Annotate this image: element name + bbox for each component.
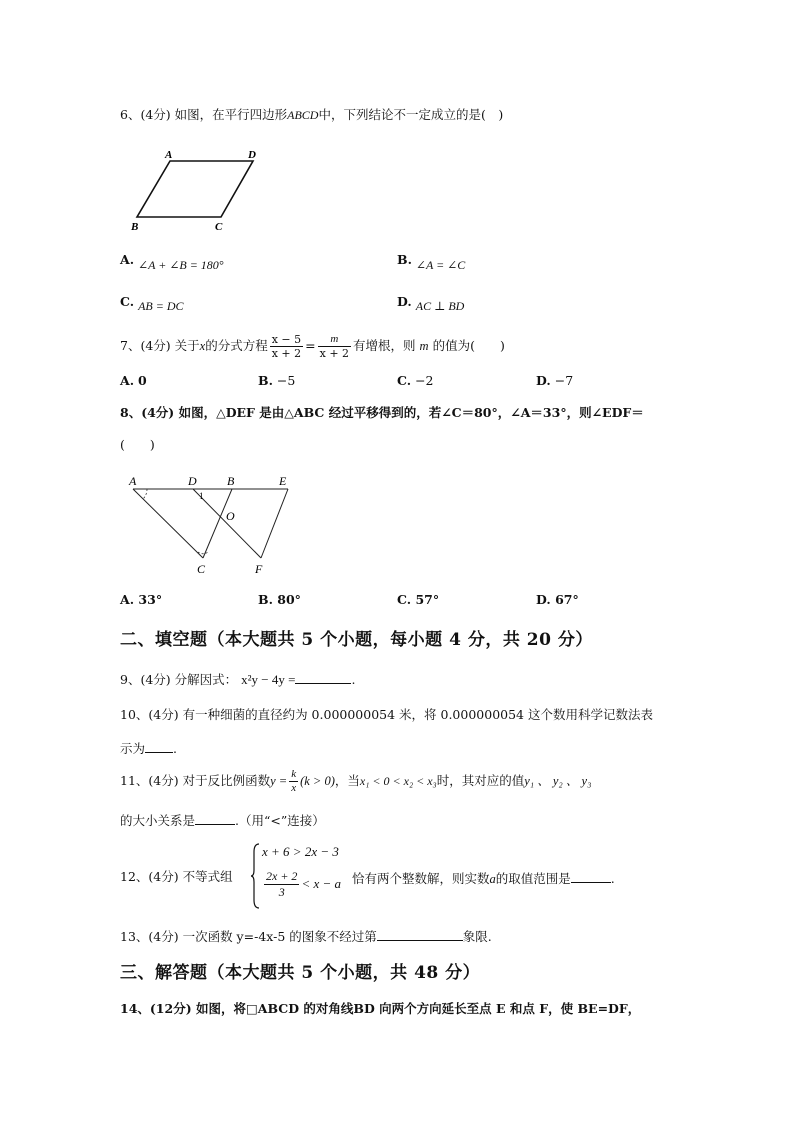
- q12-prefix: 12、(4分) 不等式组: [120, 869, 233, 884]
- q7-fraction-1: [270, 333, 303, 360]
- q11-fn-den: x: [291, 782, 297, 794]
- q6-option-a-letter: A.: [120, 252, 135, 267]
- q8-label-A: A: [129, 474, 137, 488]
- q6-label-D: D: [248, 149, 256, 161]
- q7-option-b: [258, 373, 295, 388]
- q8-label-O: O: [226, 509, 235, 523]
- q7-option-a-text: 0: [138, 373, 147, 388]
- q6-option-d-letter: D.: [397, 294, 412, 309]
- q7-stem-mid: 的分式方程: [205, 338, 268, 353]
- q6-parallelogram: [137, 161, 253, 217]
- q12-ineq2: [262, 869, 341, 900]
- q13-suffix: 象限.: [462, 929, 492, 944]
- q7-option-b-text: −5: [276, 373, 296, 388]
- q12-brace-icon: [251, 842, 261, 910]
- q11-mid: ，当: [334, 773, 360, 788]
- q7-var-x: x: [199, 339, 206, 353]
- q7-option-b-letter: B.: [258, 373, 273, 388]
- q11-line2-prefix: 的大小关系是: [120, 813, 196, 828]
- q10-line2: [120, 738, 177, 758]
- q8-label-B: B: [227, 474, 235, 488]
- q6-stem-prefix: 6、(4分) 如图，在平行四边形: [120, 107, 288, 122]
- q7-stem: [120, 332, 505, 360]
- q8-option-c-text: 57°: [415, 592, 440, 607]
- q8-option-a-letter: A.: [120, 592, 135, 607]
- q8-label-F: F: [255, 562, 263, 576]
- q7-stem-suffix: 的值为( ): [432, 338, 505, 353]
- q8-option-b: [258, 592, 301, 607]
- q7-frac1-num: x − 5: [271, 333, 302, 346]
- q7-option-c-text: −2: [415, 373, 434, 388]
- q7-frac2-den: x + 2: [319, 347, 350, 360]
- q9-stem: [120, 669, 355, 689]
- q7-option-a: [120, 373, 147, 388]
- q7-option-c-letter: C.: [397, 373, 412, 388]
- q8-option-a: [120, 592, 162, 607]
- q12-mid: 恰有两个整数解，则实数: [352, 871, 490, 886]
- q11-vals: y₁ 、 y₂ 、 y₃: [524, 774, 592, 788]
- q7-option-a-letter: A.: [120, 373, 135, 388]
- q8-option-d: [536, 592, 579, 607]
- q11-fn-num: k: [291, 768, 297, 780]
- q12-var-a: a: [489, 872, 496, 886]
- q11-mid2: 时，其对应的值: [436, 773, 525, 788]
- q7-stem-prefix: 7、(4分) 关于: [120, 338, 200, 353]
- q9-suffix: .: [351, 672, 356, 687]
- q11-line2: [120, 810, 325, 830]
- q8-option-d-text: 67°: [555, 592, 579, 607]
- q6-stem-math: ABCD: [287, 108, 319, 122]
- q6-option-c-text: AB = DC: [138, 299, 184, 313]
- q6-stem: [120, 106, 503, 124]
- section3-title: 三、解答题（本大题共 5 个小题，共 48 分）: [120, 963, 481, 983]
- section2-title: 二、填空题（本大题共 5 个小题，每小题 4 分，共 20 分）: [120, 630, 593, 650]
- q8-option-c-letter: C.: [397, 592, 412, 607]
- q6-option-b-letter: B.: [397, 252, 412, 267]
- q8-line-EF: [261, 489, 288, 558]
- q8-option-a-text: 33°: [138, 592, 163, 607]
- q6-option-c-letter: C.: [120, 294, 135, 309]
- q6-option-c: [120, 294, 184, 313]
- q8-label-E: E: [279, 474, 287, 488]
- q8-label-one: 1: [199, 491, 204, 501]
- q6-option-b-text: ∠A = ∠C: [415, 258, 466, 272]
- q12-answer-blank[interactable]: [571, 868, 611, 883]
- q12-ineq2-fraction: [264, 869, 299, 900]
- q7-var-m: m: [419, 339, 429, 353]
- q11-stem: [120, 766, 591, 796]
- q13-answer-blank[interactable]: [377, 926, 463, 941]
- q10-line2-suffix: .: [173, 741, 177, 756]
- q11-line2-suffix: .（用“<”连接）: [235, 813, 325, 828]
- q9-answer-blank[interactable]: [295, 669, 351, 684]
- q7-option-d-letter: D.: [536, 373, 551, 388]
- q6-label-C: C: [215, 221, 223, 233]
- q12-ineq2-num: 2x + 2: [266, 869, 298, 883]
- q12-rest: [352, 868, 615, 888]
- q7-option-c: [397, 373, 434, 388]
- q8-line-AC: [133, 489, 203, 558]
- q8-angle-mark-C: [198, 552, 208, 554]
- q12-suffix-text: 的取值范围是: [495, 871, 571, 886]
- q7-stem-mid2: 有增根，则: [353, 338, 416, 353]
- q7-option-d-text: −7: [554, 373, 574, 388]
- q8-label-C: C: [197, 562, 206, 576]
- q8-stem-line2: ( ): [120, 437, 155, 452]
- q12-end: .: [610, 871, 615, 886]
- q7-fraction-2: [318, 333, 351, 360]
- q12-ineq2-den: 3: [278, 885, 285, 899]
- q8-label-D: D: [188, 474, 197, 488]
- q6-option-a-text: ∠A + ∠B = 180°: [138, 258, 224, 272]
- q6-option-d: [397, 294, 465, 313]
- q11-fn-fraction: [289, 768, 298, 795]
- q11-answer-blank[interactable]: [195, 810, 235, 825]
- q7-equals: =: [305, 338, 316, 353]
- q8-translation-figure: [125, 472, 300, 578]
- q11-cond: x₁ < 0 < x₂ < x₃: [359, 774, 437, 788]
- q8-option-c: [397, 592, 439, 607]
- q8-option-b-text: 80°: [277, 592, 301, 607]
- q11-fn-lhs: y =: [270, 774, 288, 788]
- q6-parallelogram-figure: [125, 145, 270, 235]
- q9-expr: x²y − 4y =: [241, 672, 296, 687]
- q10-line2-prefix: 示为: [120, 741, 146, 756]
- q10-line1: 10、(4分) 有一种细菌的直径约为 0.000000054 米，将 0.000000054 这个数用科学记数法表: [120, 707, 653, 722]
- q11-fn-cond: (k > 0): [300, 774, 335, 788]
- q7-frac1-den: x + 2: [271, 347, 302, 360]
- q8-stem-line1: 8、(4分) 如图，△DEF 是由△ABC 经过平移得到的，若∠C＝80°，∠A＝33°，则∠EDF＝: [120, 405, 644, 420]
- q9-prefix: 9、(4分) 分解因式：: [120, 672, 238, 687]
- q6-option-a: [120, 252, 224, 272]
- q6-stem-suffix: 中，下列结论不一定成立的是( ): [318, 107, 504, 122]
- q14-stem: 14、(12分) 如图，将□ABCD 的对角线BD 向两个方向延长至点 E 和点 F，使 BE=DF，: [120, 1001, 641, 1016]
- q6-option-b: [397, 252, 466, 272]
- q12-ineq1: x + 6 > 2x − 3: [262, 844, 339, 859]
- q7-frac2-num: m: [318, 333, 351, 347]
- q8-option-b-letter: B.: [258, 592, 273, 607]
- q10-answer-blank[interactable]: [145, 738, 173, 753]
- q13-prefix: 13、(4分) 一次函数 y=-4x-5 的图象不经过第: [120, 929, 377, 944]
- q8-angle-mark-A: [143, 489, 147, 499]
- q6-option-d-text: AC ⊥ BD: [415, 299, 465, 313]
- q6-label-A: A: [165, 149, 173, 161]
- q6-label-B: B: [131, 221, 139, 233]
- q7-option-d: [536, 373, 573, 388]
- q11-prefix: 11、(4分) 对于反比例函数: [120, 773, 271, 788]
- q8-option-d-letter: D.: [536, 592, 551, 607]
- q13-stem: [120, 926, 492, 946]
- q12-ineq2-rhs: < x − a: [301, 876, 342, 891]
